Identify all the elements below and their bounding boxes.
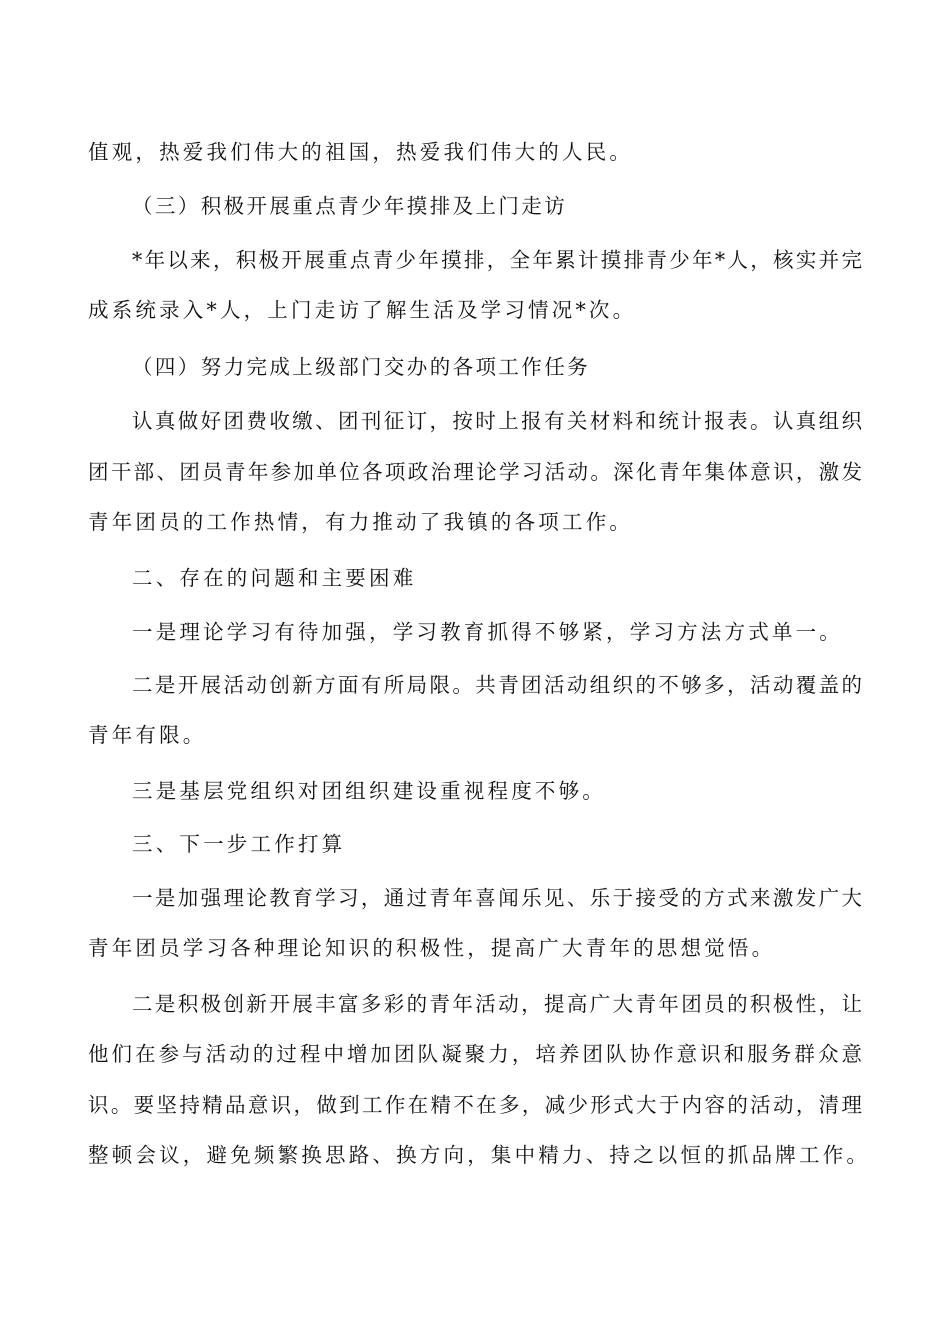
paragraph-line: 二是积极创新开展丰富多彩的青年活动，提高广大青年团员的积极性，让: [132, 992, 862, 1016]
paragraph-line: 青年有限。: [88, 723, 207, 747]
paragraph-line: 一是理论学习有待加强，学习教育抓得不够紧，学习方法方式单一。: [132, 620, 843, 644]
paragraph-line: 二是开展活动创新方面有所局限。共青团活动组织的不够多，活动覆盖的: [132, 673, 862, 697]
paragraph-line: 一是加强理论教育学习，通过青年喜闻乐见、乐于接受的方式来激发广大: [132, 886, 862, 910]
paragraph-line: 成系统录入*人，上门走访了解生活及学习情况*次。: [88, 298, 637, 322]
section-heading: 二、存在的问题和主要困难: [132, 566, 417, 590]
paragraph-line: 认真做好团费收缴、团刊征订，按时上报有关材料和统计报表。认真组织: [132, 409, 862, 433]
paragraph-line: 青年团员的工作热情，有力推动了我镇的各项工作。: [88, 510, 634, 534]
section-heading: （四）努力完成上级部门交办的各项工作任务: [132, 355, 590, 379]
paragraph-line: 值观，热爱我们伟大的祖国，热爱我们伟大的人民。: [88, 140, 634, 164]
section-heading: 三、下一步工作打算: [132, 832, 346, 856]
section-heading: （三）积极开展重点青少年摸排及上门走访: [132, 194, 568, 218]
paragraph-line: 青年团员学习各种理论知识的积极性，提高广大青年的思想觉悟。: [88, 936, 776, 960]
paragraph-line: 团干部、团员青年参加单位各项政治理论学习活动。深化青年集体意识，激发: [88, 460, 862, 484]
paragraph-line: *年以来，积极开展重点青少年摸排，全年累计摸排青少年*人，核实并完: [132, 248, 862, 272]
paragraph-line: 三是基层党组织对团组织建设重视程度不够。: [132, 779, 606, 803]
paragraph-line: 整顿会议，避免频繁换思路、换方向，集中精力、持之以恒的抓品牌工作。: [88, 1143, 871, 1167]
paragraph-line: 他们在参与活动的过程中增加团队凝聚力，培养团队协作意识和服务群众意: [88, 1042, 862, 1066]
paragraph-line: 识。要坚持精品意识，做到工作在精不在多，减少形式大于内容的活动，清理: [88, 1093, 862, 1117]
